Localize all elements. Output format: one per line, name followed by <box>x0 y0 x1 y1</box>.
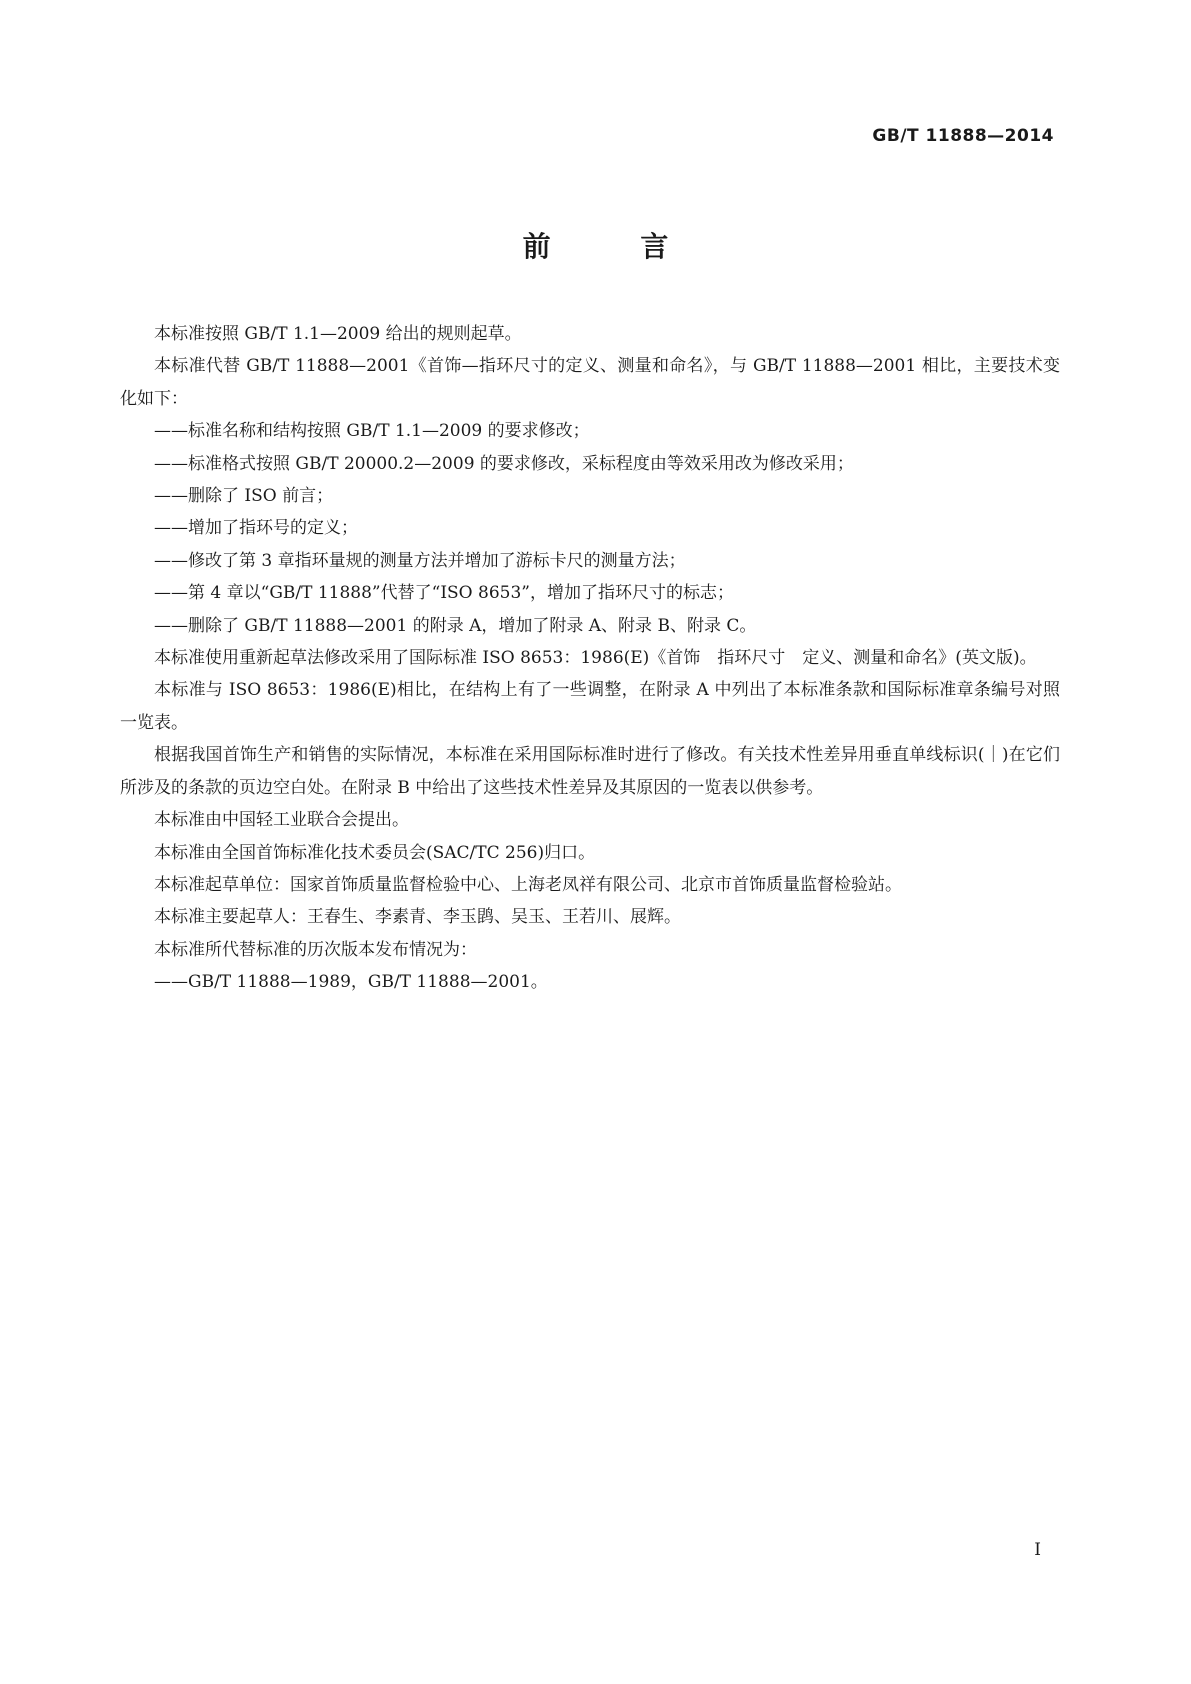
list-item: ——增加了指环号的定义； <box>154 518 358 539</box>
paragraph: 本标准由全国首饰标准化技术委员会(SAC/TC 256)归口。 <box>154 842 596 863</box>
list-item: ——标准格式按照 GB/T 20000.2—2009 的要求修改，采标程度由等效采用改为修改采用； <box>154 453 854 474</box>
paragraph: 根据我国首饰生产和销售的实际情况，本标准在采用国际标准时进行了修改。有关技术性差异用垂直单线标识(｜)在它们所涉及的条款的页边空白处。在附录 B 中给出了这些技术性差异及其原因的一览表以供参考。 <box>120 745 1060 798</box>
list-item: ——删除了 ISO 前言； <box>154 486 334 507</box>
paragraph: 本标准所代替标准的历次版本发布情况为： <box>154 939 477 960</box>
foreword-body <box>120 318 1060 999</box>
paragraph: 本标准与 ISO 8653：1986(E)相比，在结构上有了一些调整，在附录 A 中列出了本标准条款和国际标准章条编号对照一览表。 <box>120 680 1060 733</box>
paragraph: 本标准使用重新起草法修改采用了国际标准 ISO 8653：1986(E)《首饰 指环尺寸 定义、测量和命名》(英文版)。 <box>154 648 1037 669</box>
paragraph: 本标准按照 GB/T 1.1—2009 给出的规则起草。 <box>154 324 522 344</box>
page-title: 前 言 <box>522 230 709 263</box>
paragraph: 本标准代替 GB/T 11888—2001《首饰—指环尺寸的定义、测量和命名》，与 GB/T 11888—2001 相比，主要技术变化如下： <box>120 356 1060 409</box>
paragraph: 本标准主要起草人：王春生、李素青、李玉鹍、吴玉、王若川、展辉。 <box>154 907 681 928</box>
list-item: ——删除了 GB/T 11888—2001 的附录 A，增加了附录 A、附录 B、附录 C。 <box>154 615 757 636</box>
list-item: ——修改了第 3 章指环量规的测量方法并增加了游标卡尺的测量方法； <box>154 550 686 571</box>
paragraph: 本标准由中国轻工业联合会提出。 <box>154 810 409 831</box>
list-item: ——标准名称和结构按照 GB/T 1.1—2009 的要求修改； <box>154 421 590 442</box>
page-number: I <box>1034 1540 1041 1560</box>
list-item: ——第 4 章以“GB/T 11888”代替了“ISO 8653”，增加了指环尺寸的标志； <box>154 583 734 604</box>
paragraph: 本标准起草单位：国家首饰质量监督检验中心、上海老凤祥有限公司、北京市首饰质量监督检验站。 <box>154 874 902 895</box>
list-item: ——GB/T 11888—1989，GB/T 11888—2001。 <box>154 972 548 993</box>
standard-number: GB/T 11888—2014 <box>872 126 1054 146</box>
